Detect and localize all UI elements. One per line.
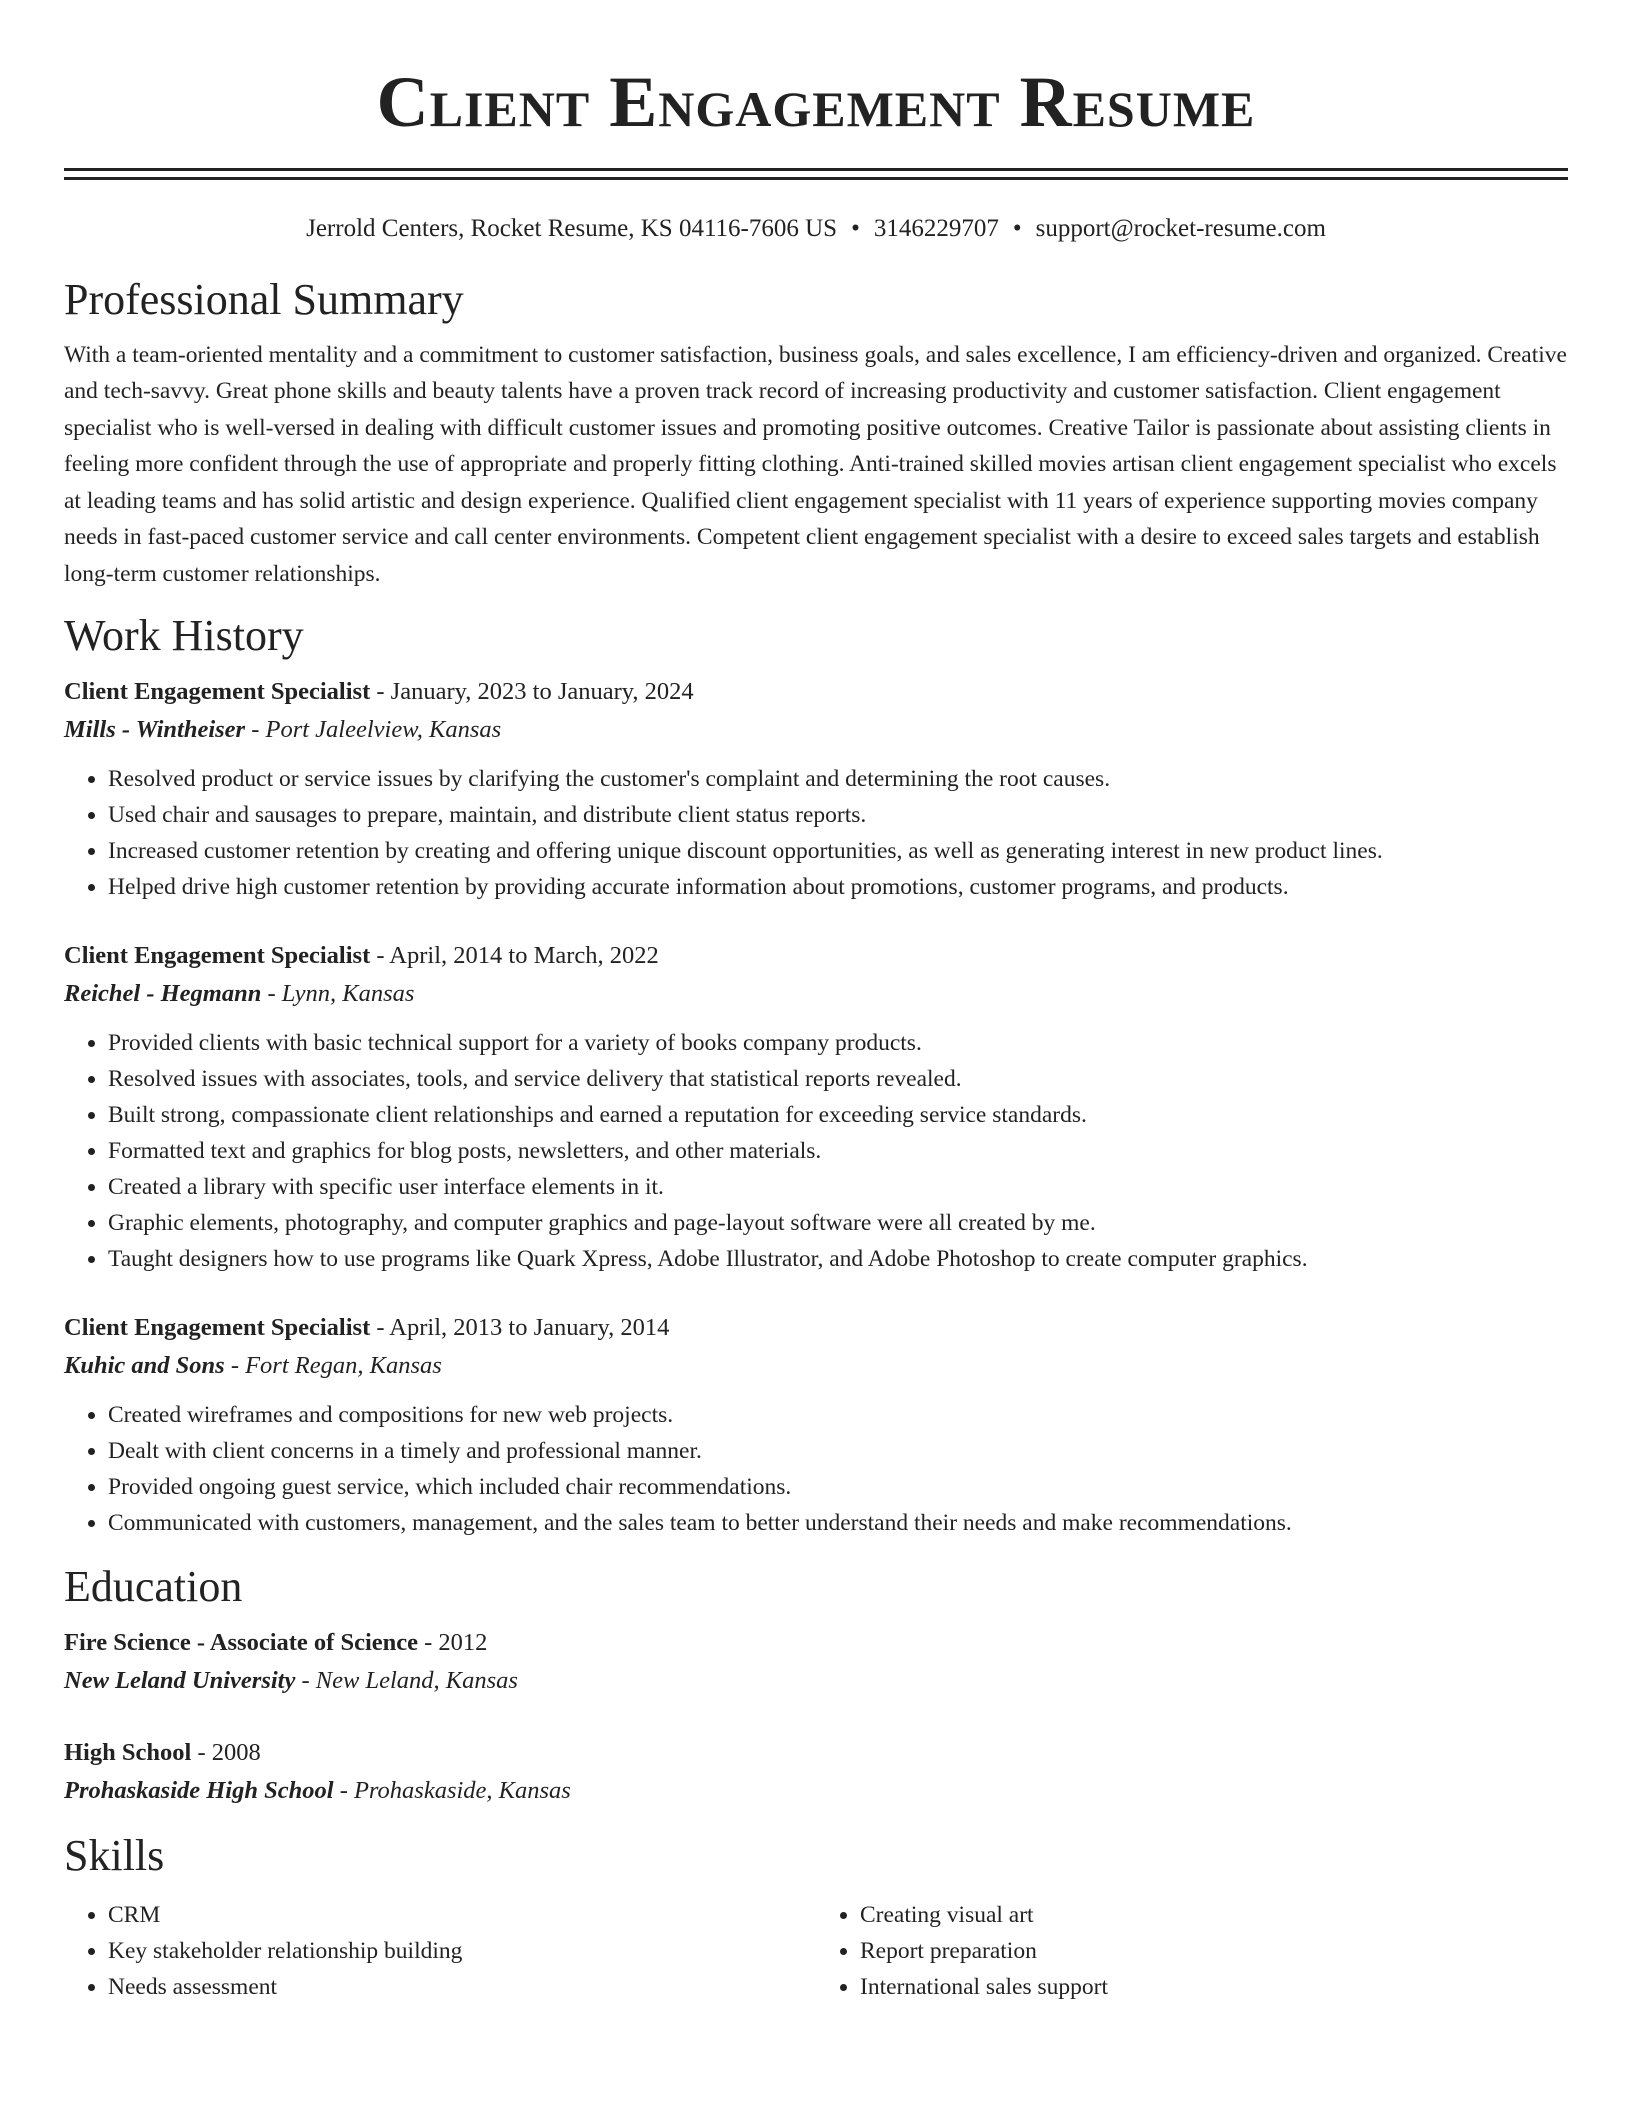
- skill-item: • Creating visual art: [860, 1897, 1568, 1933]
- skills-section: [64, 1830, 1568, 2005]
- list-item: • Resolved issues with associates, tools, and service delivery that statistical reports revealed.: [108, 1061, 1568, 1097]
- job-title: Client Engagement Specialist: [64, 942, 371, 970]
- job-entry: [64, 1309, 1568, 1541]
- skill-item: • Report preparation: [860, 1933, 1568, 1969]
- list-item: • Built strong, compassionate client relationships and earned a reputation for exceeding service standards.: [108, 1097, 1568, 1133]
- education-degree-line: [64, 1624, 1568, 1662]
- list-item: • Formatted text and graphics for blog posts, newsletters, and other materials.: [108, 1133, 1568, 1169]
- work-history-section: [64, 610, 1568, 1541]
- list-item: • Created a library with specific user interface elements in it.: [108, 1169, 1568, 1205]
- education-entry: [64, 1624, 1568, 1700]
- resume-title: Client Engagement Resume: [376, 62, 1256, 142]
- job-company: Mills - Wintheiser: [64, 716, 246, 744]
- job-entry: [64, 673, 1568, 905]
- job-location: - Port Jaleelview, Kansas: [245, 716, 502, 744]
- job-bullets: [64, 761, 1568, 905]
- list-item: • Provided ongoing guest service, which included chair recommendations.: [108, 1469, 1568, 1505]
- job-bullets: [64, 1025, 1568, 1277]
- job-company-line: [64, 975, 1568, 1013]
- contact-separator: •: [851, 215, 860, 242]
- job-location: - Lynn, Kansas: [261, 980, 415, 1008]
- list-item: • Communicated with customers, management, and the sales team to better understand their needs and make recommendations.: [108, 1505, 1568, 1541]
- contact-email[interactable]: support@rocket-resume.com: [1035, 215, 1326, 242]
- job-title-line: [64, 937, 1568, 975]
- list-item: • Taught designers how to use programs like Quark Xpress, Adobe Illustrator, and Adobe Photoshop to create computer graphics.: [108, 1241, 1568, 1277]
- list-item: • Used chair and sausages to prepare, maintain, and distribute client status reports.: [108, 797, 1568, 833]
- job-location: - Fort Regan, Kansas: [224, 1352, 442, 1380]
- skill-item: • Key stakeholder relationship building: [108, 1933, 816, 1969]
- education-school-line: [64, 1772, 1568, 1810]
- job-dates: - April, 2013 to January, 2014: [370, 1314, 670, 1342]
- summary-text: With a team-oriented mentality and a commitment to customer satisfaction, business goals, and sales excellence, I am efficiency-driven and organized. Creative and tech-savvy. Great phone skills and beauty talents have a proven track record of increasing productivity and customer satisfaction. Client engagement specialist who is well-versed in dealing with difficult customer issues and promoting positive outcomes. Creative Tailor is passionate about assisting clients in feeling more confident through the use of appropriate and properly fitting clothing. Anti-trained skilled movies artisan client engagement specialist who excels at leading teams and has solid artistic and design experience. Qualified client engagement specialist with 11 years of experience supporting movies company needs in fast-paced customer service and call center environments. Competent client engagement specialist with a desire to exceed sales targets and establish long-term customer relationships.: [64, 341, 1567, 587]
- contact-phone: 3146229707: [873, 215, 999, 242]
- list-item: • Graphic elements, photography, and computer graphics and page-layout software were all created by me.: [108, 1205, 1568, 1241]
- education-location: - New Leland, Kansas: [295, 1666, 518, 1694]
- list-item: • Provided clients with basic technical support for a variety of books company products.: [108, 1025, 1568, 1061]
- skill-item: • International sales support: [860, 1969, 1568, 2005]
- skills-columns: [64, 1883, 1568, 2005]
- section-heading-education: Education: [64, 1562, 243, 1612]
- job-entry: [64, 937, 1568, 1277]
- contact-separator: •: [1012, 215, 1022, 242]
- education-year: - 2008: [191, 1738, 261, 1766]
- education-degree: High School: [64, 1738, 192, 1766]
- education-school: Prohaskaside High School: [64, 1776, 334, 1804]
- section-heading-work-history: Work History: [64, 611, 304, 661]
- job-bullets: [64, 1397, 1568, 1541]
- list-item: • Helped drive high customer retention by providing accurate information about promotions, customer programs, and products.: [108, 869, 1568, 905]
- contact-line: [64, 214, 1568, 244]
- education-entry: [64, 1734, 1568, 1810]
- job-title: Client Engagement Specialist: [64, 678, 371, 706]
- education-school-line: [64, 1662, 1568, 1700]
- skills-list-left: [64, 1897, 816, 2005]
- education-location: - Prohaskaside, Kansas: [333, 1776, 571, 1804]
- title-divider: [64, 168, 1568, 180]
- job-title-line: [64, 673, 1568, 711]
- education-degree: Fire Science - Associate of Science: [64, 1628, 419, 1656]
- education-year: - 2012: [418, 1628, 488, 1656]
- job-company-line: [64, 1347, 1568, 1385]
- summary-section: [64, 274, 1568, 592]
- job-company: Reichel - Hegmann: [64, 980, 262, 1008]
- job-dates: - January, 2023 to January, 2024: [370, 678, 694, 706]
- education-school: New Leland University: [64, 1666, 296, 1694]
- list-item: • Resolved product or service issues by clarifying the customer's complaint and determining the root causes.: [108, 761, 1568, 797]
- job-company-line: [64, 711, 1568, 749]
- list-item: • Increased customer retention by creating and offering unique discount opportunities, as well as generating interest in new product lines.: [108, 833, 1568, 869]
- contact-address: Jerrold Centers, Rocket Resume, KS 04116-7606 US: [306, 215, 838, 242]
- job-title: Client Engagement Specialist: [64, 1314, 371, 1342]
- skill-item: • CRM: [108, 1897, 816, 1933]
- skill-item: • Needs assessment: [108, 1969, 816, 2005]
- list-item: • Created wireframes and compositions for new web projects.: [108, 1397, 1568, 1433]
- section-heading-summary: Professional Summary: [64, 275, 464, 324]
- list-item: • Dealt with client concerns in a timely and professional manner.: [108, 1433, 1568, 1469]
- section-heading-skills: Skills: [64, 1830, 165, 1880]
- education-section: [64, 1561, 1568, 1810]
- education-degree-line: [64, 1734, 1568, 1772]
- job-dates: - April, 2014 to March, 2022: [370, 942, 659, 970]
- skills-list-right: [816, 1897, 1568, 2005]
- job-company: Kuhic and Sons: [64, 1352, 225, 1380]
- job-title-line: [64, 1309, 1568, 1347]
